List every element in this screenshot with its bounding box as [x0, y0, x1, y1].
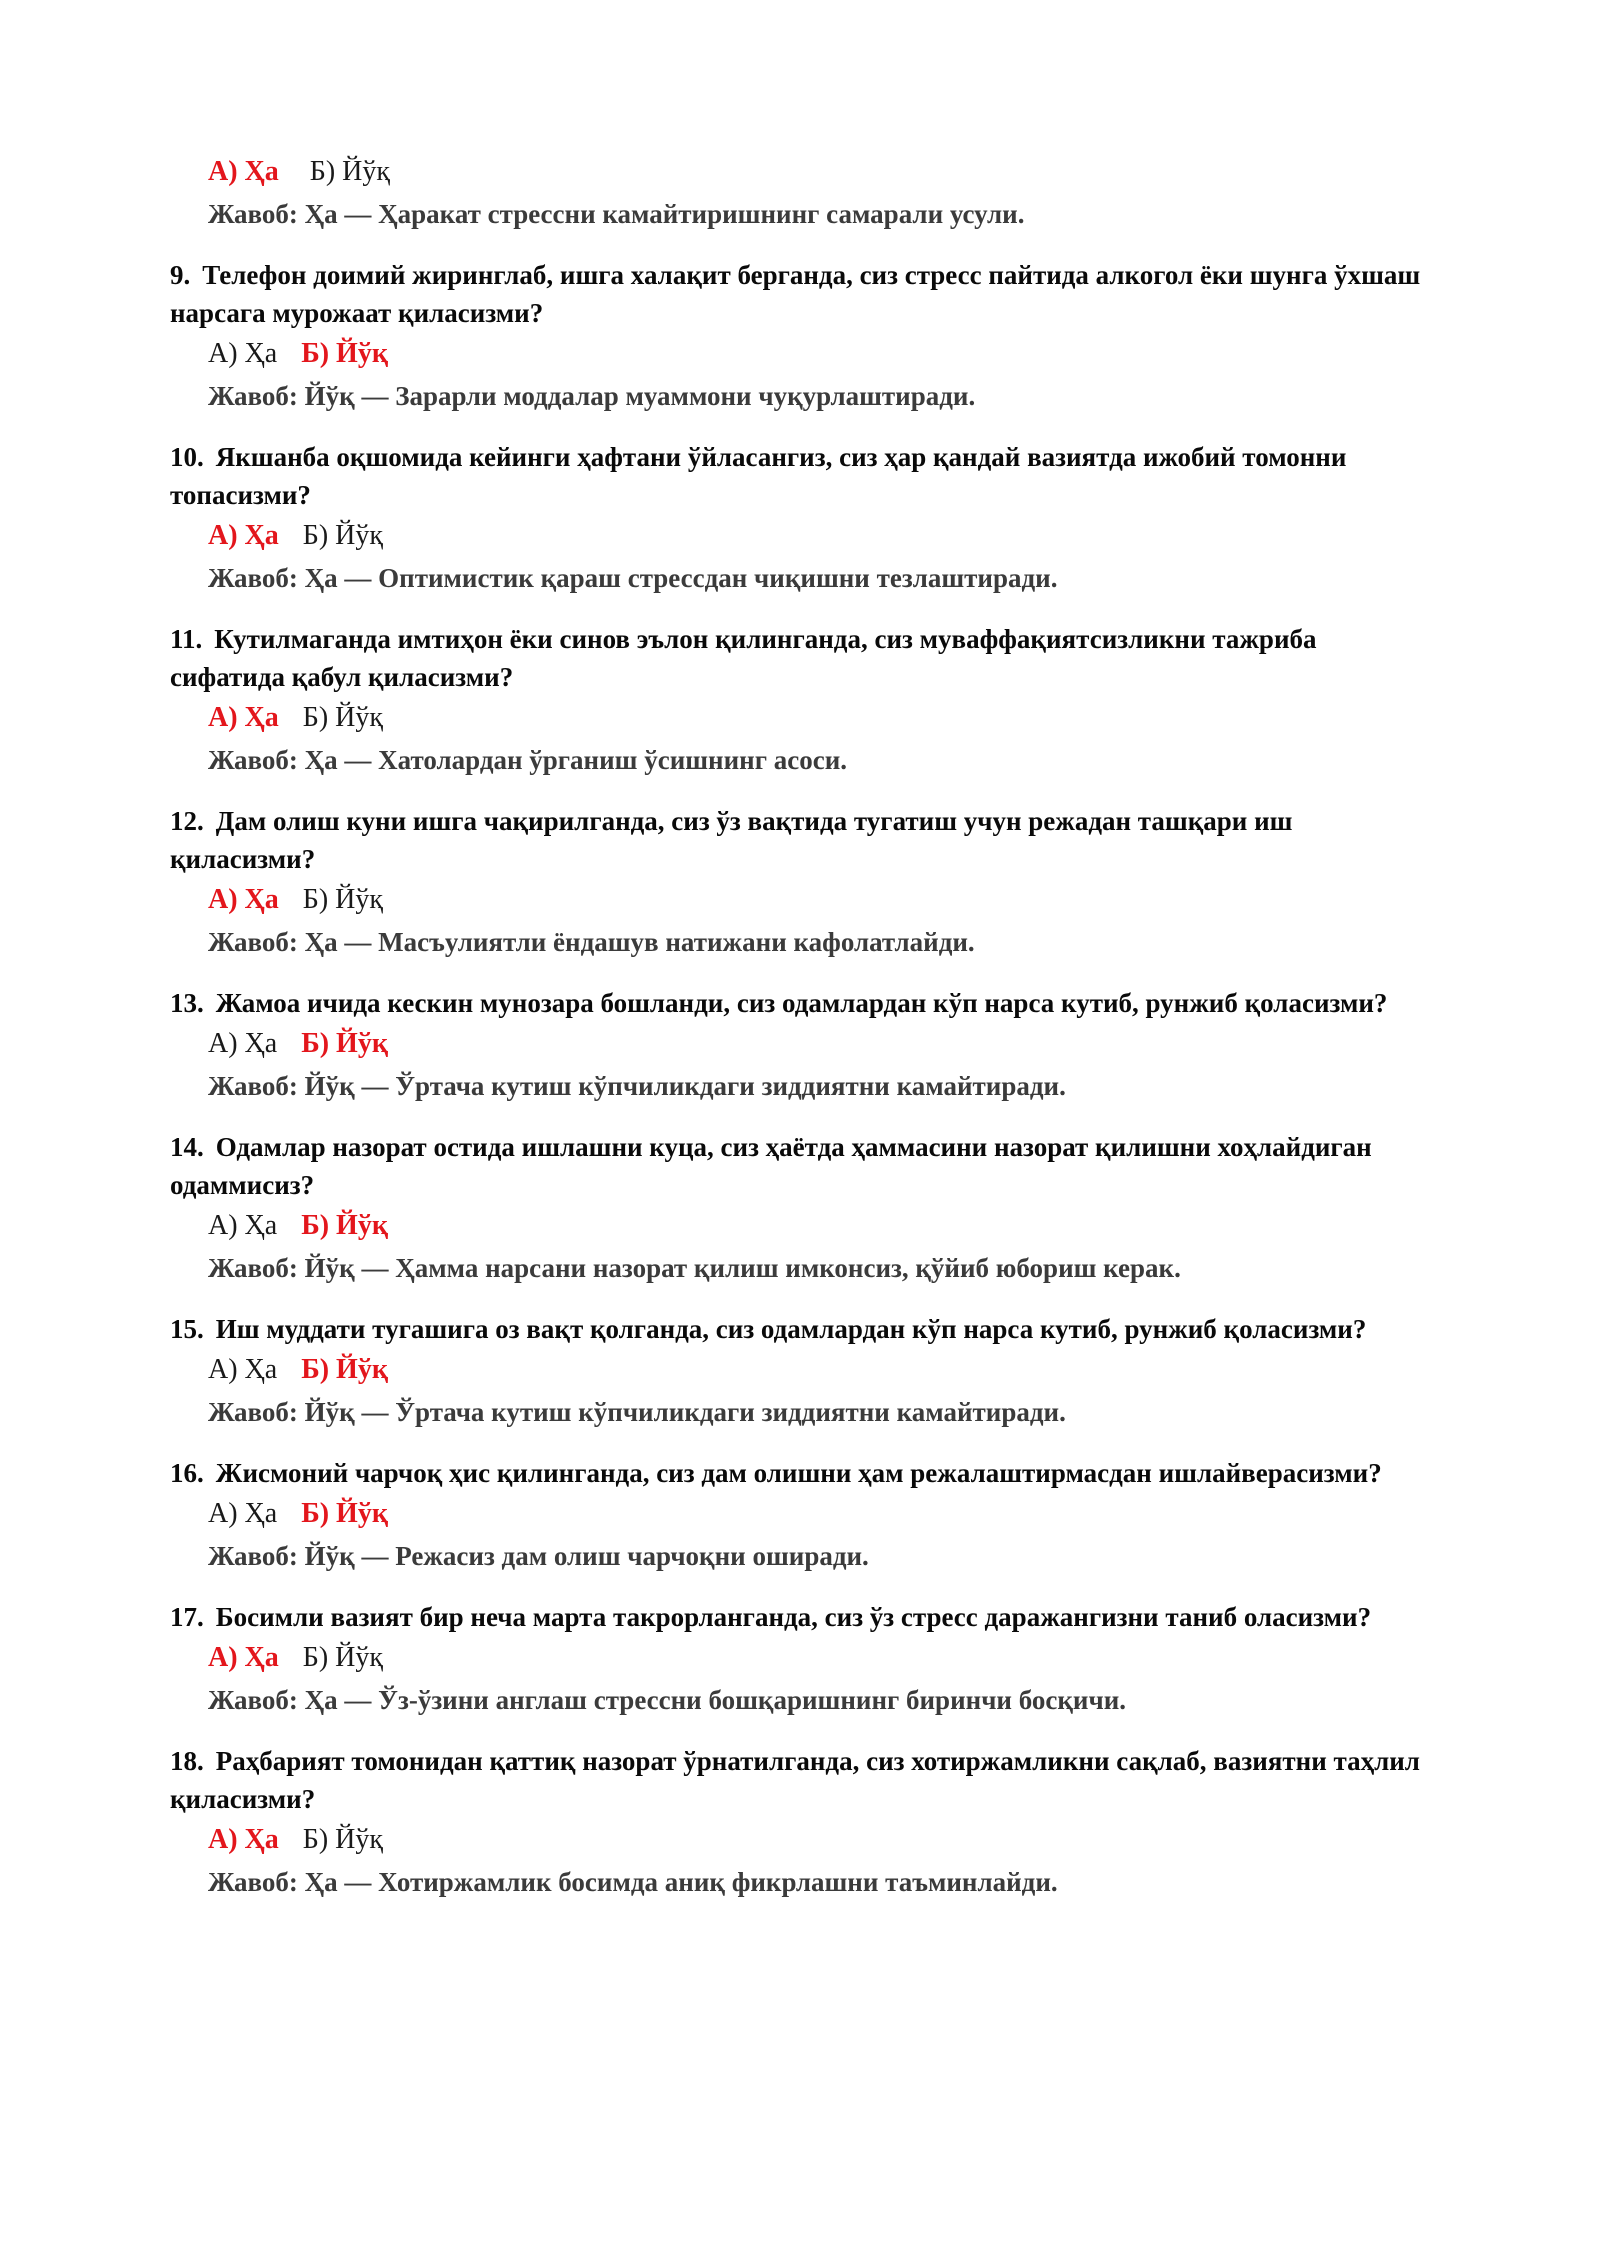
- option-a-selected: А) Ҳа: [208, 520, 279, 551]
- question-block: [170, 1310, 1438, 1434]
- question-text: [170, 984, 1438, 1022]
- answer-options: [170, 1492, 1438, 1535]
- option-b: Б) Йўқ: [302, 520, 383, 551]
- answer-options: [170, 696, 1438, 739]
- question-text: [170, 1128, 1438, 1204]
- question-number: 13.: [170, 988, 204, 1018]
- answer-options: [170, 1818, 1438, 1861]
- option-a: А) Ҳа: [208, 1498, 278, 1529]
- question-number: 10.: [170, 442, 204, 472]
- answer-explanation: Жавоб: Йўқ — Зарарли моддалар муаммони чуқурлаштиради.: [208, 381, 976, 411]
- question-body: Телефон доимий жиринглаб, ишга халақит берганда, сиз стресс пайтида алкогол ёки шунга ўхшаш нарсага мурожаат қиласизми?: [170, 260, 1421, 328]
- continued-answer-block: [170, 150, 1438, 236]
- answer-explanation: Жавоб: Йўқ — Ўртача кутиш кўпчиликдаги зиддиятни камайтиради.: [208, 1397, 1066, 1427]
- option-b-selected: Б) Йўқ: [301, 1210, 388, 1241]
- option-a: А) Ҳа: [208, 338, 278, 369]
- answer-explanation: Жавоб: Йўқ — Ўртача кутиш кўпчиликдаги зиддиятни камайтиради.: [208, 1071, 1066, 1101]
- question-body: Кутилмаганда имтиҳон ёки синов эълон қилинганда, сиз муваффақиятсизликни тажриба сифатида қабул қиласизми?: [170, 624, 1317, 692]
- question-text: [170, 1742, 1438, 1818]
- option-b-selected: Б) Йўқ: [301, 1498, 388, 1529]
- answer-explanation: Жавоб: Ҳа — Ҳаракат стрессни камайтиришнинг самарали усули.: [208, 199, 1025, 229]
- question-block: [170, 620, 1438, 782]
- question-number: 15.: [170, 1314, 204, 1344]
- question-block: [170, 1128, 1438, 1290]
- question-list: [170, 256, 1438, 1904]
- answer-options: [170, 1348, 1438, 1391]
- answer-options: [170, 1022, 1438, 1065]
- answer-explanation: Жавоб: Ҳа — Хатолардан ўрганиш ўсишнинг асоси.: [208, 745, 848, 775]
- question-number: 16.: [170, 1458, 204, 1488]
- question-number: 9.: [170, 260, 191, 290]
- option-a: А) Ҳа: [208, 1210, 278, 1241]
- option-b: Б) Йўқ: [302, 884, 383, 915]
- answer-explanation: Жавоб: Ҳа — Оптимистик қараш стрессдан чиқишни тезлаштиради.: [208, 563, 1058, 593]
- question-body: Жисмоний чарчоқ ҳис қилинганда, сиз дам олишни ҳам режалаштирмасдан ишлайверасизми?: [215, 1458, 1382, 1488]
- option-b: Б) Йўқ: [302, 1824, 383, 1855]
- answer-options: [170, 1636, 1438, 1679]
- answer-options: [170, 514, 1438, 557]
- question-block: [170, 1742, 1438, 1904]
- question-text: [170, 802, 1438, 878]
- question-text: [170, 1598, 1438, 1636]
- question-body: Дам олиш куни ишга чақирилганда, сиз ўз вақтида тугатиш учун режадан ташқари иш қиласизми?: [170, 806, 1293, 874]
- option-a-selected: А) Ҳа: [208, 1642, 279, 1673]
- question-number: 18.: [170, 1746, 204, 1776]
- question-block: [170, 256, 1438, 418]
- answer-options: [170, 1204, 1438, 1247]
- question-text: [170, 1454, 1438, 1492]
- question-text: [170, 438, 1438, 514]
- option-b-selected: Б) Йўқ: [301, 1354, 388, 1385]
- question-number: 11.: [170, 624, 203, 654]
- answer-options: [170, 332, 1438, 375]
- question-number: 14.: [170, 1132, 204, 1162]
- question-block: [170, 1454, 1438, 1578]
- question-body: Якшанба оқшомида кейинги ҳафтани ўйласангиз, сиз ҳар қандай вазиятда ижобий томонни топасизми?: [170, 442, 1347, 510]
- question-body: Одамлар назорат остида ишлашни куца, сиз ҳаётда ҳаммасини назорат қилишни хоҳлайдиган одаммисиз?: [170, 1132, 1372, 1200]
- answer-explanation: Жавоб: Ҳа — Ўз-ўзини англаш стрессни бошқаришнинг биринчи босқичи.: [208, 1685, 1126, 1715]
- option-a: А) Ҳа: [208, 1354, 278, 1385]
- question-text: [170, 256, 1438, 332]
- answer-options: [170, 878, 1438, 921]
- option-a-selected: А) Ҳа: [208, 1824, 279, 1855]
- question-body: Жамоа ичида кескин мунозара бошланди, сиз одамлардан кўп нарса кутиб, рунжиб қоласизми?: [215, 988, 1388, 1018]
- option-b: Б) Йўқ: [302, 1642, 383, 1673]
- question-block: [170, 984, 1438, 1108]
- option-b: Б) Йўқ: [309, 156, 390, 187]
- question-number: 12.: [170, 806, 204, 836]
- option-a-selected: А) Ҳа: [208, 884, 279, 915]
- option-b-selected: Б) Йўқ: [301, 338, 388, 369]
- option-a-selected: А) Ҳа: [208, 702, 279, 733]
- answer-explanation: Жавоб: Ҳа — Хотиржамлик босимда аниқ фикрлашни таъминлайди.: [208, 1867, 1058, 1897]
- answer-explanation: Жавоб: Ҳа — Масъулиятли ёндашув натижани кафолатлайди.: [208, 927, 975, 957]
- answer-explanation: Жавоб: Йўқ — Ҳамма нарсани назорат қилиш имконсиз, қўйиб юбориш керак.: [208, 1253, 1181, 1283]
- question-number: 17.: [170, 1602, 204, 1632]
- option-a: А) Ҳа: [208, 1028, 278, 1059]
- answer-options: [170, 150, 1438, 193]
- question-text: [170, 620, 1438, 696]
- option-a-selected: А) Ҳа: [208, 156, 279, 187]
- option-b: Б) Йўқ: [302, 702, 383, 733]
- question-block: [170, 802, 1438, 964]
- question-text: [170, 1310, 1438, 1348]
- question-body: Раҳбарият томонидан қаттиқ назорат ўрнатилганда, сиз хотиржамликни сақлаб, вазиятни таҳлил қиласизми?: [170, 1746, 1420, 1814]
- question-block: [170, 438, 1438, 600]
- question-block: [170, 1598, 1438, 1722]
- answer-explanation: Жавоб: Йўқ — Режасиз дам олиш чарчоқни оширади.: [208, 1541, 869, 1571]
- question-body: Иш муддати тугашига оз вақт қолганда, сиз одамлардан кўп нарса кутиб, рунжиб қоласизми?: [215, 1314, 1367, 1344]
- option-b-selected: Б) Йўқ: [301, 1028, 388, 1059]
- question-body: Босимли вазият бир неча марта такрорланганда, сиз ўз стресс даражангизни таниб оласизми?: [215, 1602, 1372, 1632]
- document-page: [170, 150, 1438, 1924]
